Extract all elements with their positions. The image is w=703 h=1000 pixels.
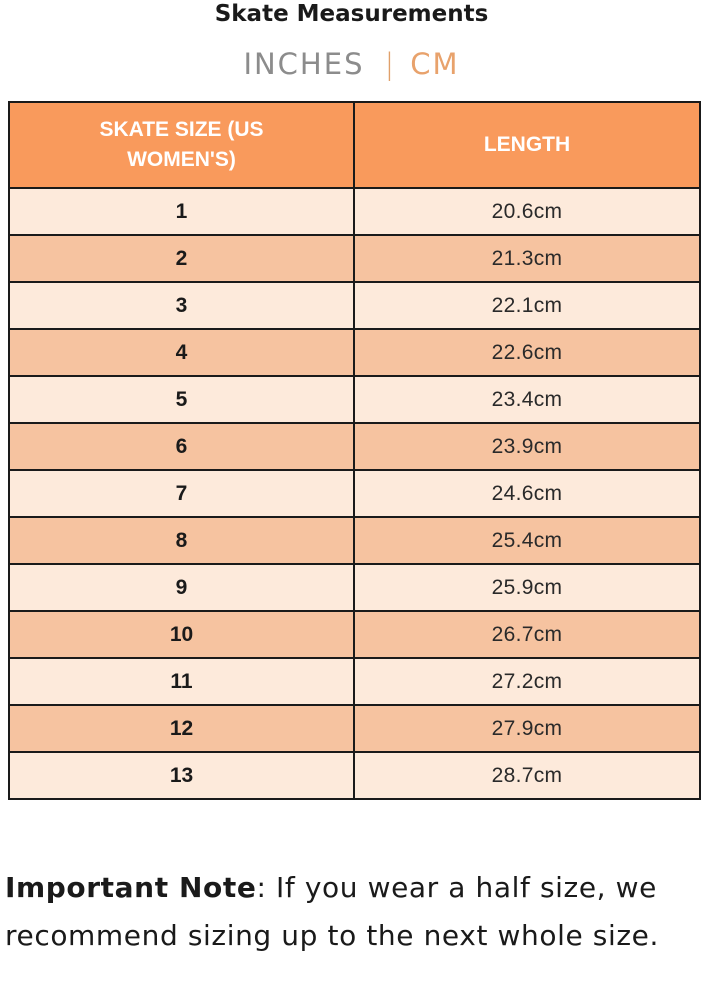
length-cell: 27.2cm xyxy=(354,658,700,705)
page-title: Skate Measurements xyxy=(214,1,489,27)
length-cell: 25.4cm xyxy=(354,517,700,564)
size-cell: 4 xyxy=(9,329,354,376)
length-cell: 24.6cm xyxy=(354,470,700,517)
table-row xyxy=(9,470,700,517)
note-label: Important Note xyxy=(5,871,257,904)
length-cell: 21.3cm xyxy=(354,235,700,282)
length-cell: 23.9cm xyxy=(354,423,700,470)
length-cell: 20.6cm xyxy=(354,188,700,235)
table-row xyxy=(9,752,700,799)
header-length: LENGTH xyxy=(354,102,700,188)
table-row xyxy=(9,376,700,423)
size-cell: 12 xyxy=(9,705,354,752)
size-cell: 13 xyxy=(9,752,354,799)
unit-toggle xyxy=(0,44,703,84)
length-cell: 22.6cm xyxy=(354,329,700,376)
unit-cm-option[interactable]: CM xyxy=(410,47,460,81)
size-cell: 3 xyxy=(9,282,354,329)
table-header-row xyxy=(9,102,700,188)
length-cell: 22.1cm xyxy=(354,282,700,329)
length-cell: 27.9cm xyxy=(354,705,700,752)
note-text: : If you wear a half size, we recommend sizing up to the next whole size. xyxy=(5,871,659,952)
size-cell: 1 xyxy=(9,188,354,235)
table-row xyxy=(9,517,700,564)
size-cell: 8 xyxy=(9,517,354,564)
size-cell: 11 xyxy=(9,658,354,705)
table-row xyxy=(9,705,700,752)
table-row xyxy=(9,423,700,470)
length-cell: 23.4cm xyxy=(354,376,700,423)
size-cell: 7 xyxy=(9,470,354,517)
size-cell: 10 xyxy=(9,611,354,658)
size-cell: 2 xyxy=(9,235,354,282)
table-row xyxy=(9,658,700,705)
length-cell: 25.9cm xyxy=(354,564,700,611)
length-cell: 26.7cm xyxy=(354,611,700,658)
measurements-table xyxy=(8,101,701,800)
header-skate-size: SKATE SIZE (US WOMEN'S) xyxy=(9,102,354,188)
size-cell: 9 xyxy=(9,564,354,611)
table-row xyxy=(9,564,700,611)
table-body xyxy=(9,188,700,799)
important-note xyxy=(5,864,695,960)
unit-inches-option[interactable]: INCHES xyxy=(243,47,365,81)
table-row xyxy=(9,188,700,235)
size-cell: 5 xyxy=(9,376,354,423)
length-cell: 28.7cm xyxy=(354,752,700,799)
table-row xyxy=(9,611,700,658)
table-row xyxy=(9,235,700,282)
size-cell: 6 xyxy=(9,423,354,470)
table-row xyxy=(9,329,700,376)
table-row xyxy=(9,282,700,329)
unit-separator: | xyxy=(384,47,397,81)
